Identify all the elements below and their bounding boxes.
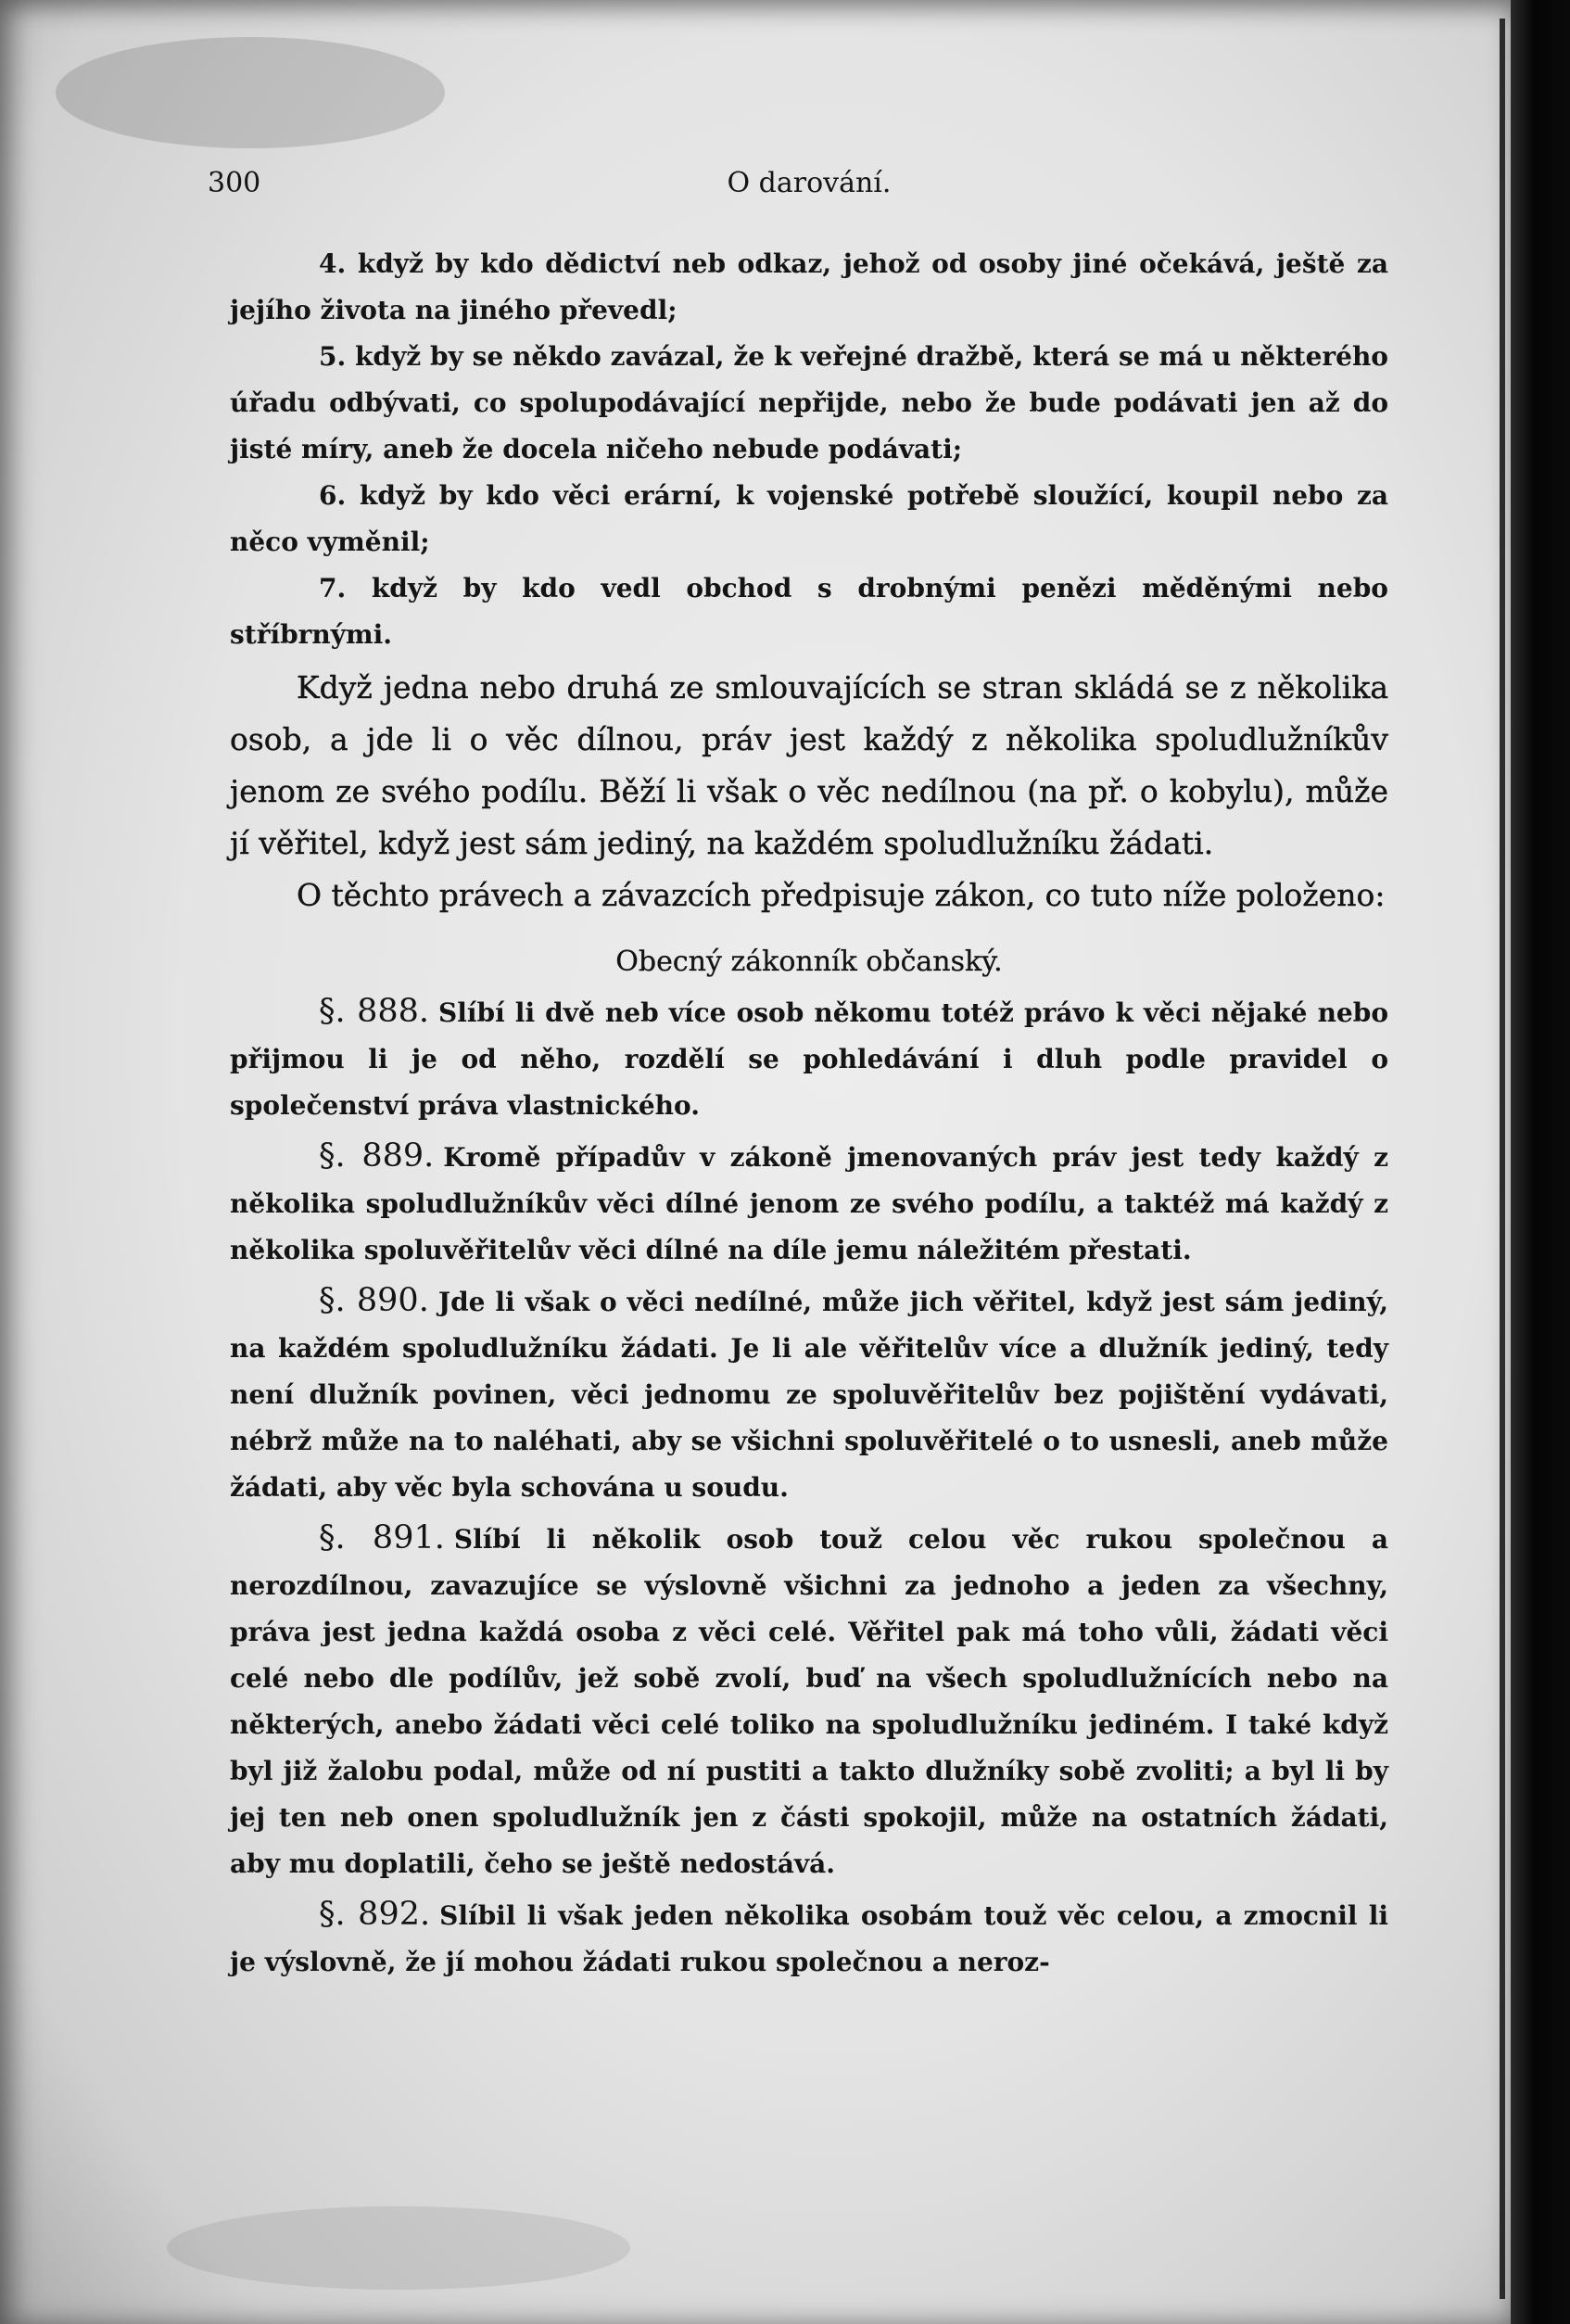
section-number: §. 891. <box>319 1519 445 1556</box>
section-number: §. 889. <box>319 1137 435 1175</box>
section-text: Kromě případův v zákoně jmenovaných práv jest tedy každý z několika spoludlužníkův věci dílné jenom ze svého podílu, a taktéž má každý z několika spoluvěřitelův věci dílné na díle jemu náležitém přestati. <box>230 1142 1388 1265</box>
page-edge-line <box>1500 19 1505 2299</box>
statute-section <box>230 988 1388 1129</box>
section-text: Slíbí li několik osob touž celou věc rukou společnou a nerozdílnou, zavazujíce se výslovně všichni za jednoho a jeden za všechny, práva jest jedna každá osoba z věci celé. Věřitel pak má toho vůli, žádati věci celé nebo dle podílův, jež sobě zvolí, buď na všech spoludlužnících nebo na některých, anebo žádati věci celé toliko na spoludlužníku jediném. I také když byl již žalobu podal, může od ní pustiti a takto dlužníky sobě zvoliti; a byl li by jej ten neb onen spoludlužník jen z části spokojil, může na ostatních žádati, aby mu doplatili, čeho se ještě nedostává. <box>230 1524 1388 1879</box>
section-text: Slíbil li však jeden několika osobám touž věc celou, a zmocnil li je výslovně, že jí mohou žádati rukou společnou a neroz- <box>230 1900 1388 1977</box>
list-item: 6. když by kdo věci erární, k vojenské potřebě sloužící, koupil nebo za něco vyměnil; <box>230 480 1388 557</box>
list-item: 4. když by kdo dědictví neb odkaz, jehož od osoby jiné očekává, ještě za jejího života na jiného převedl; <box>230 248 1388 325</box>
section-number: §. 888. <box>319 993 430 1030</box>
scan-smudge <box>167 2206 630 2290</box>
commentary <box>230 662 1388 921</box>
enumerated-list <box>230 241 1388 658</box>
page-header <box>208 167 1388 213</box>
statute-section <box>230 1891 1388 1986</box>
scan-smudge <box>56 37 445 148</box>
statute-section <box>230 1277 1388 1511</box>
statute-section <box>230 1515 1388 1887</box>
list-item: 5. když by se někdo zavázal, že k veřejné dražbě, která se má u některého úřadu odbývati, co spolupodávající nepřijde, nebo že bude podávati jen až do jisté míry, aneb že docela ničeho nebude podávati; <box>230 341 1388 464</box>
section-text: Slíbí li dvě neb více osob někomu totéž právo k věci nějaké nebo přijmou li je od něho, rozdělí se pohledávání i dluh podle pravidel o společenství práva vlastnického. <box>230 997 1388 1121</box>
commentary-paragraph: O těchto právech a závazcích předpisuje zákon, co tuto níže položeno: <box>297 877 1386 913</box>
statute-section <box>230 1133 1388 1274</box>
section-text: Jde li však o věci nedílné, může jich věřitel, když jest sám jediný, na každém spoludlužníku žádati. Je li ale věřitelův více a dlužník jediný, tedy není dlužník povinen, věci jednomu ze spoluvěřitelův bez pojištění vydávati, nébrž může na to naléhati, aby se všichni spoluvěřitelé o to usnesli, aneb může žádati, aby věc byla schována u soudu. <box>230 1287 1389 1503</box>
statute-sections <box>230 988 1388 1986</box>
code-heading: Obecný zákonník občanský. <box>615 946 1003 978</box>
section-number: §. 890. <box>319 1282 429 1319</box>
section-number: §. 892. <box>319 1896 431 1933</box>
page-text <box>208 167 1389 1989</box>
commentary-paragraph: Když jedna nebo druhá ze smlouvajících se stran skládá se z několika osob, a jde li o věc dílnou, práv jest každý z několika spoludlužníkův jenom ze svého podílu. Běží li však o věc nedílnou (na př. o kobylu), může jí věřitel, když jest sám jediný, na každém spoludlužníku žádati. <box>230 669 1388 861</box>
book-spine <box>1511 0 1570 2324</box>
page-number: 300 <box>208 167 261 199</box>
running-title: O darování. <box>727 167 892 199</box>
list-item: 7. když by kdo vedl obchod s drobnými penězi měděnými nebo stříbrnými. <box>230 573 1388 650</box>
